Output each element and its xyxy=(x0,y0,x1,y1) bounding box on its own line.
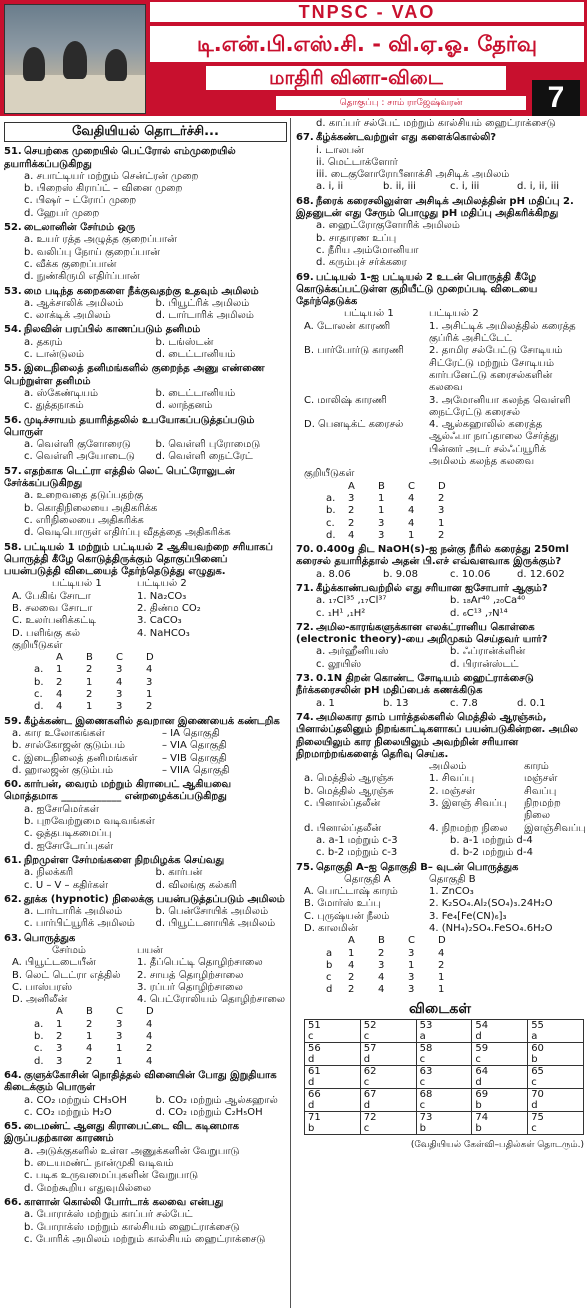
match-cell: A. பியூட்டடையீன் xyxy=(12,957,96,969)
code-header: A xyxy=(348,480,355,492)
code-row: b 4 3 1 2 xyxy=(326,959,445,971)
match-cell: சிவப்பு xyxy=(524,785,557,797)
match-cell: – VIIA தொகுதி xyxy=(162,764,230,776)
code-row: d. 3 2 1 4 xyxy=(34,1055,153,1067)
match-cell: 3. அமோனியா கலந்த வெள்ளி நைட்ரேட்டு கரைசல் xyxy=(429,394,571,418)
match-cell: A. பேகிங் சோடா xyxy=(12,590,91,602)
option: d. 12.602 xyxy=(517,568,565,580)
answer-key-title: விடைகள் xyxy=(409,1000,471,1017)
answer-cell: 54 d xyxy=(472,1020,528,1043)
code-header: D xyxy=(146,652,154,664)
option: c. 10.06 xyxy=(450,568,491,580)
match-cell: d. ஹாலஜன் குடும்பம் xyxy=(12,764,113,776)
code-header: C xyxy=(116,652,123,664)
match-cell: b. மெத்தில் ஆரஞ்சு xyxy=(304,785,394,797)
match-cell: 3. CaCO₃ xyxy=(137,615,182,627)
match-cell: c. பினால்ப்தலீன் xyxy=(304,798,381,810)
office-photo xyxy=(4,4,146,114)
match-cell: மஞ்சள் xyxy=(524,773,558,785)
answer-cell: 55 a xyxy=(528,1020,584,1043)
answer-cell: 62 c xyxy=(360,1066,416,1089)
answer-key xyxy=(296,1000,584,1152)
answer-cell: 72 c xyxy=(360,1112,416,1135)
question-51: 51. செயற்கை முறையில் பெட்ரோல் எம்முறையில் தயாரிக்கப்படுகிறது a. சபாட்டியர் மற்றும் சென்ட்ரன் முறை b. பிறைஸ் கிராப்ட் – வினை முறை c. பிஷர் – ட்ரோப் முறை d. ஹேபர் முறை xyxy=(4,146,236,219)
header-banner xyxy=(0,0,587,116)
match-cell: 1. Na₂CO₃ xyxy=(137,590,187,602)
option: d. b-2 மற்றும் d-4 xyxy=(450,847,533,859)
answer-cell: 68 c xyxy=(416,1089,472,1112)
option: d. i, ii, iii xyxy=(517,181,560,193)
match-cell: C. உலர்பனிக்கட்டி xyxy=(12,615,97,627)
code-row: d. 4 1 3 2 xyxy=(34,701,153,713)
question-61: 61. நிறமுள்ள சேர்மங்களை நிறமிழக்க செய்வது a. நிலக்கரி b. கார்பன் c. U – V – கதிர்கள் d. விலங்கு கல்கரி xyxy=(4,854,237,891)
question-66: 66. காளான் கொல்லி போர்டாக் கலவை என்பது a. போராக்ஸ் மற்றும் காப்பர் சல்பேட் b. போராக்ஸ் மற்றும் கால்சியம் ஹைட்ராக்சைடு c. போரிக் அமிலம் மற்றும் கால்சியம் ஹைட்ராக்சைடு xyxy=(4,1196,266,1245)
match-cell: b. சால்கோஜன் குடும்பம் xyxy=(12,740,125,752)
answer-cell: 58 c xyxy=(416,1043,472,1066)
answer-cell: 51 c xyxy=(305,1020,361,1043)
answer-cell: 57 d xyxy=(360,1043,416,1066)
option: b. 9.08 xyxy=(383,568,418,580)
code-header: B xyxy=(378,480,385,492)
match-cell: d. பினால்ப்தலீன் xyxy=(304,822,382,834)
code-header: D xyxy=(146,1006,154,1018)
question-55: 55. இடைநிலைத் தனிமங்களில் குறைந்த அணு எண்ணை பெற்றுள்ள தனிமம் a. ஸ்கேண்டியம் b. டைட்டானியம் c. துத்தநாகம் d. லாந்தனம் xyxy=(4,363,265,412)
answer-cell: 67 d xyxy=(360,1089,416,1112)
answer-table xyxy=(304,1019,584,1135)
answer-cell: 52 c xyxy=(360,1020,416,1043)
section-heading: வேதியியல் தொடர்ச்சி... xyxy=(4,122,287,142)
match-cell: 4. பெட்ரோலியம் தொழிற்சாலை xyxy=(137,994,286,1006)
match-cell: 1. ZnCO₃ xyxy=(429,886,474,898)
match-cell: – VIB தொகுதி xyxy=(162,752,227,764)
left-column xyxy=(4,118,287,1246)
question-66-option-d: d. காப்பர் சல்பேட் மற்றும் கால்சியம் ஹைட்ராக்சைடு xyxy=(316,118,556,129)
question-64: 64. குளுக்கோசின் நொதித்தல் வினையின் போது இறுதியாக கிடைக்கும் பொருள் a. CO₂ மற்றும் CH₃OH b. CO₂ மற்றும் ஆல்கஹால் c. CO₂ மற்றும் H₂O d. CO₂ மற்றும் C₂H₅OH xyxy=(4,1069,278,1118)
question-71: 71. கீழ்க்காண்பவற்றில் எது சரியான ஐசோபார் ஆகும்? a. ₁₇Cl³⁵ ,₁₇Cl³⁷ b. ₁₈Ar⁴⁰ ,₂₀Ca⁴⁰ c. ₁H¹ ,₁H² d. ₆C¹³ ,₇N¹⁴ xyxy=(296,582,548,619)
code-header: C xyxy=(408,480,415,492)
match-list xyxy=(4,591,287,640)
question-74: 74. அமிலகார தாம் பார்த்தல்களில் மெத்தில் ஆரஞ்சும், பினால்ப்தலினும் நிறங்காட்டிகளாகப் பயன்படுகின்றன. அமில நிலையிலும் கார நிலையிலும் அவற்றின் சரியான நிறமாற்றங்களைத் தெரிவு செய்க. அமிலம் காரம் a. மெத்தில் ஆரஞ்சு 1. சிவப்பு மஞ்சள் b. மெத்தில் ஆரஞ்சு 2. மஞ்சள் சிவப்பு c. பினால்ப்தலீன் 3. இளஞ் சிவப்பு நிறமற்ற நிலை d. பினால்ப்தலீன் 4. நிறமற்ற நிலை இளஞ்சிவப்பு a. a-1 மற்றும் c-3 b. a-1 மற்றும் d-4 c. b-2 மற்றும் c-3 d. b-2 மற்றும் d-4 xyxy=(296,711,586,859)
match-cell: a. கார உலோகங்கள் xyxy=(12,727,105,739)
question-72: 72. அமில-காரங்களுக்கான எலக்ட்ரானிய கொள்கை (electronic theory)-யை அறிமுகம் செய்தவர் யார்? a. அர்ஹீனியஸ் b. ஃப்ரான்க்ளின் c. லூயிஸ் d. பிரான்ஸ்டட் xyxy=(296,621,548,670)
question-56: 56. முடிச்சாயம் தயாரித்தலில் உபயோகப்படுத்தப்படும் பொருள் a. வெள்ளி குளோரைடு b. வெள்ளி புரோமைடு c. வெள்ளி அயோடைடு d. வெள்ளி நைட்ரேட் xyxy=(4,414,261,463)
answer-cell: 64 d xyxy=(472,1066,528,1089)
compiler-credit: தொகுப்பு : சாம் ராஜேஷ்வரன் xyxy=(276,96,526,110)
option: a. 8.06 xyxy=(316,568,351,580)
code-header: A xyxy=(56,652,63,664)
match-cell: 2. தாமிர சல்பேட்டு சோடியம் சிட்ரேட்டு மற்றும் சோடியம் கார்பனேட்டு கரைசல்களின் கலவை xyxy=(429,345,563,394)
question-54: 54. நிலவின் பரப்பில் காணப்படும் தனிமம் a. தகரம் b. டங்ஸ்டன் c. டான்டுலம் d. டைட்டானியம் xyxy=(4,324,236,361)
code-row: a. 1 2 3 4 xyxy=(34,1018,153,1030)
question-58: 58. பட்டியல் 1 மற்றும் பட்டியல் 2 ஆகியவற்றை சரியாகப் பொருத்தி கீழே கொடுத்திருக்கும் தொகுப்பினைப் பயன்படுத்தி விடையைத் தேர்ந்தெடுத்து எழுதுக. பட்டியல் 1 பட்டியல் 2 A. பேகிங் சோடா 1. Na₂CO₃ B. சலவை சோடா 2. திண்ம CO₂ C. உலர்பனிக்கட்டி 3. CaCO₃ D. பளிங்கு கல் 4. NaHCO₃ குறியீடுகள் A B C D a. 1 2 3 4 b. 2 1 4 3 c. 4 2 3 1 d. 4 1 3 2 xyxy=(4,542,287,714)
question-69: 69. பட்டியல் 1-ஐ பட்டியல் 2 உடன் பொருத்தி கீழே கொடுக்கப்பட்டுள்ள குறியீட்டு முறைப்படி விடையை தேர்ந்தெடுக்க பட்டியல் 1 பட்டியல் 2 A. டோலன் காரணி 1. அசிட்டிக் அமிலத்தில் கரைத்த குப்ரிக் அசிட்டேட் B. பார்போர்டு காரணி 2. தாமிர சல்பேட்டு சோடியம் சிட்ரேட்டு மற்றும் சோடியம் கார்பனேட்டு கரைசல்களின் கலவை C. மாலிஷ் காரணி 3. அமோனியா கலந்த வெள்ளி நைட்ரேட்டு கரைசல் D. பெனடிக்ட் கரைசல் 4. ஆல்கஹாலில் கரைத்த ஆல்ஃபா நாப்தாலை சேர்த்து பின்னர் அடர் சல்ஃப்யூரிக் அமிலம் கலந்த கலவை குறியீடுகள் A B C D a. 3 1 4 2 b. 2 1 4 3 c. 2 3 4 1 d. 4 3 1 2 xyxy=(296,272,584,543)
match-cell: B. பார்போர்டு காரணி xyxy=(304,345,404,357)
answer-cell: 63 c xyxy=(416,1066,472,1089)
code-header: A xyxy=(348,935,355,947)
match-cell: 3. Fe₄[Fe(CN)₆]₃ xyxy=(429,910,507,922)
code-row: d. 4 3 1 2 xyxy=(326,529,445,541)
answer-cell: 66 d xyxy=(305,1089,361,1112)
question-53: 53. மை படிந்த கறைகளை நீக்குவதற்கு உதவும் அமிலம் a. ஆக்சாலிக் அமிலம் b. பியூட்ரிக் அமிலம் c. லாக்டிக் அமிலம் d. டார்டாரிக் அமிலம் xyxy=(4,285,259,322)
answer-cell: 75 c xyxy=(528,1112,584,1135)
match-cell: 2. K₂SO₄.Al₂(SO₄)₃.24H₂O xyxy=(429,898,553,910)
code-header: A xyxy=(56,1006,63,1018)
match-cell: – IA தொகுதி xyxy=(162,727,220,739)
question-57: 57. எதற்காக டெட்ரா எத்தில் லெட் பெட்ரோலுடன் சேர்க்கப்படுகிறது a. உறைவதை தடுப்பதற்கு b. கொதிநிலையை அதிகரிக்க c. எரிநிலையை அதிகரிக்க d. வெடிபொருள் எதிர்ப்பு வீதத்தை அதிகரிக்க xyxy=(4,465,235,539)
match-cell: 2. மஞ்சள் xyxy=(429,785,476,797)
question-65: 65. டைமண்ட் ஆனது கிராபைட்டை விட கடினமாக இருப்பதற்கான காரணம் a. அடுக்குகளில் உள்ள அணுக்களின் வேறுபாடு b. டையமண்ட் நான்முகி வடிவம் c. படிக உருவமைப்புகளின் வேறுபாடு d. மேற்கூறிய எதுவுமில்லை xyxy=(4,1121,240,1194)
option: d. 0.1 xyxy=(517,697,546,709)
match-cell: D. பெனடிக்ட் கரைசல் xyxy=(304,419,404,431)
option: a. i, ii xyxy=(316,181,344,193)
code-row: a. 3 1 4 2 xyxy=(326,492,445,504)
match-cell: இளஞ்சிவப்பு xyxy=(524,822,586,834)
match-cell: D. காலமின் xyxy=(304,923,358,934)
code-header xyxy=(34,652,56,664)
match-cell: 3. ரப்பர் தொழிற்சாலை xyxy=(137,981,243,993)
match-cell: 1. அசிட்டிக் அமிலத்தில் கரைத்த குப்ரிக் அசிட்டேட் xyxy=(429,320,576,345)
code-row: c. 3 4 1 2 xyxy=(34,1043,153,1055)
match-cell: 4. ஆல்கஹாலில் கரைத்த ஆல்ஃபா நாப்தாலை சேர்த்து பின்னர் அடர் சல்ஃப்யூரிக் அமிலம் கலந்த கலவை xyxy=(429,419,559,468)
code-header: D xyxy=(438,935,446,947)
answer-cell: 73 b xyxy=(416,1112,472,1135)
answer-cell: 70 d xyxy=(528,1089,584,1112)
match-cell: 2. சாயத் தொழிற்சாலை xyxy=(137,969,244,981)
continuation-note: (வேதியியல் கேள்வி–பதில்கள் தொடரும்.) xyxy=(410,1140,584,1151)
option: c. b-2 மற்றும் c-3 xyxy=(316,847,398,859)
answer-cell: 60 b xyxy=(528,1043,584,1066)
match-cell: D. அனிலீன் xyxy=(12,994,68,1006)
match-cell: 4. நிறமற்ற நிலை xyxy=(429,822,508,834)
code-row: d 2 4 3 1 xyxy=(326,984,445,996)
code-row: b. 2 1 4 3 xyxy=(326,505,445,517)
question-75: 75. தொகுதி A–ஐ தொகுதி B– வுடன் பொருத்துக தொகுதி A தொகுதி B A. பொட்டாஷ் காரம் 1. ZnCO₃ B. மோர்ஸ் உப்பு 2. K₂SO₄.Al₂(SO₄)₃.24H₂O C. புருஷ்யன் நீலம் 3. Fe₄[Fe(CN)₆]₃ D. காலமின் 4. (NH₄)₂SO₄.FeSO₄.6H₂O A B C D a 1 2 3 4 b 4 3 1 2 c 2 4 3 1 d 2 4 3 1 xyxy=(296,862,584,997)
match-cell: C. புருஷ்யன் நீலம் xyxy=(304,910,390,922)
question-62: 62. தூக்க (hypnotic) நிலைக்கு பயன்படுத்தப்படும் அமிலம் a. டார்டாரிக் அமிலம் b. பென்சோயிக் அமிலம் c. பார்பிட்யூரிக் அமிலம் d. பியூட்டனாயிக் அமிலம் xyxy=(4,893,285,930)
question-60: 60. கார்பன், வைரம் மற்றும் கிராபைட் ஆகியவை மொத்தமாக ____________ என்றழைக்கப்படுகிறது a. ஐசோமெர்கள் b. புறவேற்றுமை வடிவங்கள் c. ஒத்தபடிகமைப்பு d. ஐசோடோப்புகள் xyxy=(4,779,232,852)
match-cell: 1. சிவப்பு xyxy=(429,773,475,785)
match-cell: 1. தீப்பெட்டி தொழிற்சாலை xyxy=(137,957,263,969)
code-row: b. 2 1 4 3 xyxy=(34,676,153,688)
code-row: c. 4 2 3 1 xyxy=(34,689,153,701)
option: a. a-1 மற்றும் c-3 xyxy=(316,834,398,846)
right-column xyxy=(296,118,584,1151)
match-cell: C. பாஸ்பரஸ் xyxy=(12,981,73,993)
code-header: B xyxy=(378,935,385,947)
answer-cell: 69 b xyxy=(472,1089,528,1112)
answer-cell: 61 d xyxy=(305,1066,361,1089)
code-row: a 1 2 3 4 xyxy=(326,947,445,959)
match-cell: B. மோர்ஸ் உப்பு xyxy=(304,898,381,910)
match-cell: நிறமற்ற நிலை xyxy=(524,798,561,822)
match-cell: a. மெத்தில் ஆரஞ்சு xyxy=(304,773,394,785)
issue-number: 7 xyxy=(532,80,580,116)
exam-tag: TNPSC - VAO xyxy=(150,2,584,22)
option: c. 7.8 xyxy=(450,697,478,709)
match-cell: C. மாலிஷ் காரணி xyxy=(304,394,387,406)
question-52: 52. டைலானின் சேர்மம் ஒரு a. உயர் ரத்த அழுத்த குறைப்பான் b. வலிப்பு நோய் குறைப்பான் c. வீக்க குறைப்பான் d. நுண்கிருமி எதிர்ப்பான் xyxy=(4,222,177,283)
code-header: D xyxy=(438,480,446,492)
answer-cell: 71 b xyxy=(305,1112,361,1135)
code-header: B xyxy=(86,652,93,664)
question-63: 63. பொருத்துக சேர்மம் பயன் A. பியூட்டடையீன் 1. தீப்பெட்டி தொழிற்சாலை B. லெட் டெட்ரா எத்தில் 2. சாயத் தொழிற்சாலை C. பாஸ்பரஸ் 3. ரப்பர் தொழிற்சாலை D. அனிலீன் 4. பெட்ரோலியம் தொழிற்சாலை A B C D a. 1 2 3 4 b. 2 1 3 4 c. 3 4 1 2 d. 3 2 1 4 xyxy=(4,932,286,1067)
code-header xyxy=(34,1006,56,1018)
page-subtitle: மாதிரி வினா-விடை xyxy=(206,66,506,90)
code-row: b. 2 1 3 4 xyxy=(34,1031,153,1043)
match-cell: A. டோலன் காரணி xyxy=(304,320,391,332)
answer-cell: 65 c xyxy=(528,1066,584,1089)
column-divider xyxy=(290,118,291,1308)
match-cell: B. லெட் டெட்ரா எத்தில் xyxy=(12,969,121,981)
answer-cell: 53 a xyxy=(416,1020,472,1043)
match-cell: D. பளிங்கு கல் xyxy=(12,627,81,639)
match-cell: 2. திண்ம CO₂ xyxy=(137,602,201,614)
code-row: c 2 4 3 1 xyxy=(326,972,445,984)
match-cell: c. இடைநிலைத் தனிமங்கள் xyxy=(12,752,138,764)
question-59: 59. கீழ்க்கண்ட இணைகளில் தவறான இணையைக் கண்டறிக a. கார உலோகங்கள் – IA தொகுதி b. சால்கோஜன் குடும்பம் – VIA தொகுதி c. இடைநிலைத் தனிமங்கள் – VIB தொகுதி d. ஹாலஜன் குடும்பம் – VIIA தொகுதி xyxy=(4,716,287,777)
question-68: 68. நீரைக் கரைசலிலுள்ள அசிடிக் அமிலத்தின் pH மதிப்பு 2. இதனுடன் எது சேரும் பொழுது pH மதிப்பு அதிகரிக்கிறது a. ஹைட்ரோகுளோரிக் அமிலம் b. சாதாரண உப்பு c. நீரிய அம்மோனியா d. கரும்புச் சர்க்கரை xyxy=(296,195,574,269)
match-cell: – VIA தொகுதி xyxy=(162,740,227,752)
code-header: B xyxy=(86,1006,93,1018)
match-cell: B. சலவை சோடா xyxy=(12,602,93,614)
option: b. a-1 மற்றும் d-4 xyxy=(450,834,533,846)
answer-cell: 56 d xyxy=(305,1043,361,1066)
code-header xyxy=(326,935,348,947)
match-cell: 4. NaHCO₃ xyxy=(137,627,190,639)
code-header: C xyxy=(408,935,415,947)
match-cell: 3. இளஞ் சிவப்பு xyxy=(429,798,507,810)
code-header xyxy=(326,481,348,493)
answer-cell: 59 c xyxy=(472,1043,528,1066)
code-row: a. 1 2 3 4 xyxy=(34,664,153,676)
match-cell: 4. (NH₄)₂SO₄.FeSO₄.6H₂O xyxy=(429,923,553,934)
question-67: 67. கீழ்க்கண்டவற்றுள் எது களைக்கொல்லி? i. டாலபன் ii. மெட்டாக்ளோர் iii. டைகுளோரோபீனாக்சி அசிடிக் அமிலம் a. i, ii b. ii, iii c. i, iii d. i, ii, iii xyxy=(296,132,584,193)
option: b. 13 xyxy=(383,697,409,709)
answer-cell: 74 b xyxy=(472,1112,528,1135)
code-row: c. 2 3 4 1 xyxy=(326,517,445,529)
option: a. 1 xyxy=(316,697,335,709)
question-73: 73. 0.1N திறன் கொண்ட சோடியம் ஹைட்ராக்சைடு நீர்க்கரைசலின் pH மதிப்பைக் கணக்கிடுக a. 1 b. 13 c. 7.8 d. 0.1 xyxy=(296,673,584,710)
match-cell: A. பொட்டாஷ் காரம் xyxy=(304,886,398,898)
page-title: டி.என்.பி.எஸ்.சி. - வி.ஏ.ஓ. தேர்வு xyxy=(150,26,584,62)
option: b. ii, iii xyxy=(383,181,416,193)
option: c. i, iii xyxy=(450,181,480,193)
question-70: 70. 0.400g திட NaOH(s)-ஐ நன்கு நீரில் கரைத்து 250ml கரைசல் தயாரித்தால் அதன் பி.எச் எவ்வளவாக இருக்கும்? a. 8.06 b. 9.08 c. 10.06 d. 12.602 xyxy=(296,544,584,581)
code-header: C xyxy=(116,1006,123,1018)
